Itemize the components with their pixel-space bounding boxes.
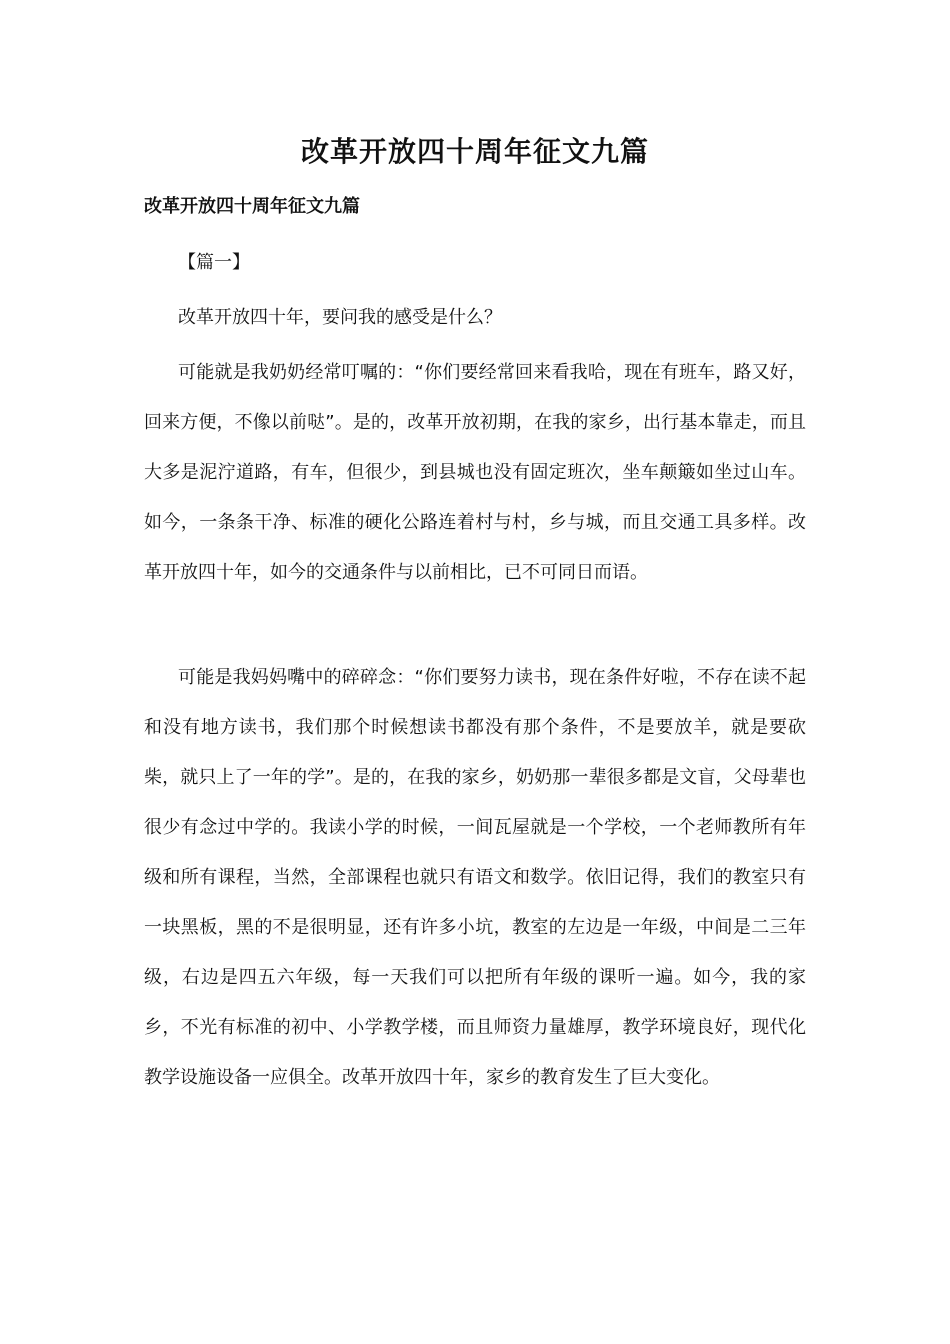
document-subtitle: 改革开放四十周年征文九篇 [144, 196, 360, 217]
paragraph-2: 可能就是我奶奶经常叮嘱的：“你们要经常回来看我哈，现在有班车，路又好，回来方便，不像以前哒”。是的，改革开放初期，在我的家乡，出行基本靠走，而且大多是泥泞道路，有车，但很少，到县城也没有固定班次，坐车颠簸如坐过山车。如今，一条条干净、标准的硬化公路连着村与村，乡与城，而且交通工具多样。改革开放四十年，如今的交通条件与以前相比，已不可同日而语。 [144, 362, 806, 583]
paragraph-1: 改革开放四十年，要问我的感受是什么？ [178, 307, 502, 328]
document-title: 改革开放四十周年征文九篇 [300, 135, 649, 168]
section-label: 【篇一】 [178, 252, 250, 273]
paragraph-3: 可能是我妈妈嘴中的碎碎念：“你们要努力读书，现在条件好啦，不存在读不起和没有地方读书，我们那个时候想读书都没有那个条件，不是要放羊，就是要砍柴，就只上了一年的学”。是的，在我的家乡，奶奶那一辈很多都是文盲，父母辈也很少有念过中学的。我读小学的时候，一间瓦屋就是一个学校，一个老师教所有年级和所有课程，当然，全部课程也就只有语文和数学。依旧记得，我们的教室只有一块黑板，黑的不是很明显，还有许多小坑，教室的左边是一年级，中间是二三年级，右边是四五六年级，每一天我们可以把所有年级的课听一遍。如今，我的家乡，不光有标准的初中、小学教学楼，而且师资力量雄厚，教学环境良好，现代化教学设施设备一应俱全。改革开放四十年，家乡的教育发生了巨大变化。 [144, 667, 806, 1088]
